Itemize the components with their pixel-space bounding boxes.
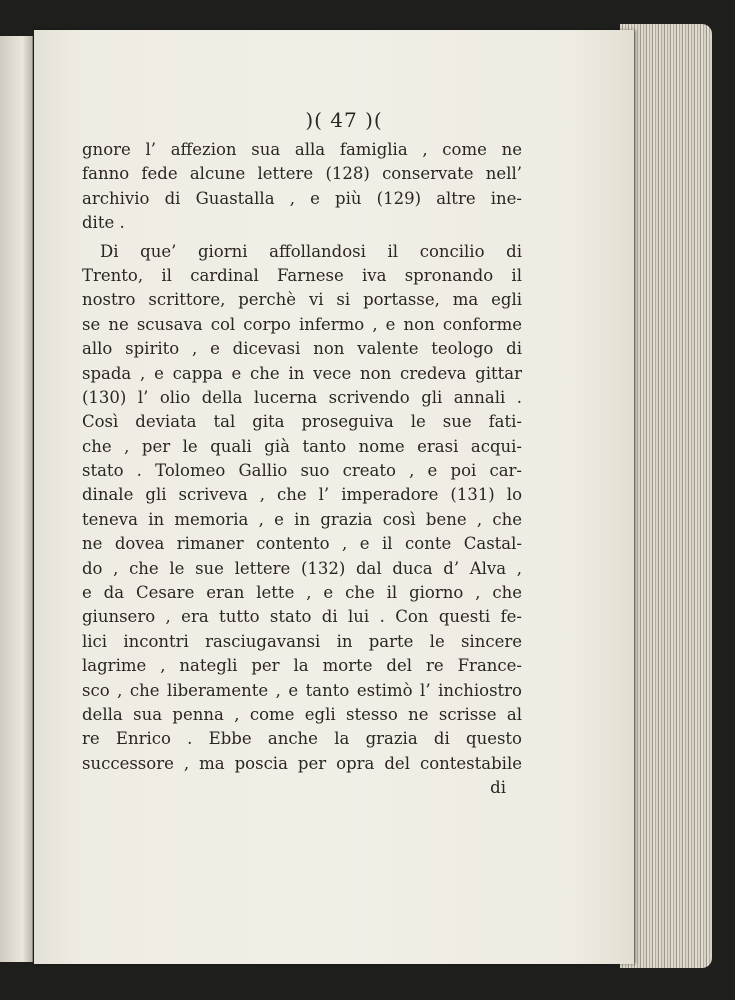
- text-line: sco , che liberamente , e tanto estimò l’ inchiostro: [82, 680, 522, 700]
- text-line: teneva in memoria , e in grazia così bene , che: [82, 509, 522, 529]
- page-text: [82, 138, 522, 801]
- text-line: nostro scrittore, perchè vi si portasse, ma egli: [82, 290, 522, 310]
- catchword: di: [490, 778, 506, 798]
- text-line: Così deviata tal gita proseguiva le sue fati-: [82, 412, 522, 432]
- text-line: re Enrico . Ebbe anche la grazia di questo: [82, 729, 522, 749]
- text-line: lagrime , nategli per la morte del re France-: [82, 656, 522, 676]
- text-line: giunsero , era tutto stato di lui . Con questi fe-: [82, 607, 522, 627]
- text-line: gnore l’ affezion sua alla famiglia , come ne: [82, 140, 522, 159]
- text-line: dinale gli scriveva , che l’ imperadore (131) lo: [82, 485, 522, 505]
- text-line: archivio di Guastalla , e più (129) altre ine-: [82, 188, 522, 208]
- text-line: della sua penna , come egli stesso ne scrisse al: [82, 704, 522, 724]
- text-line: ne dovea rimaner contento , e il conte Castal-: [82, 534, 522, 554]
- text-line: lici incontri rasciugavansi in parte le sincere: [82, 631, 522, 651]
- text-line: se ne scusava col corpo infermo , e non conforme: [82, 314, 522, 334]
- text-line: allo spirito , e dicevasi non valente teologo di: [82, 339, 522, 359]
- text-line: Di que’ giorni affollandosi il concilio di: [100, 241, 522, 261]
- text-line: che , per le quali già tanto nome erasi acqui-: [82, 436, 522, 456]
- text-line: stato . Tolomeo Gallio suo creato , e poi car-: [82, 461, 522, 481]
- text-line: Trento, il cardinal Farnese iva spronando il: [82, 265, 522, 285]
- text-line: successore , ma poscia per opra del contestabile: [82, 753, 522, 773]
- text-line: e da Cesare eran lette , e che il giorno , che: [82, 583, 522, 603]
- text-line: do , che le sue lettere (132) dal duca d’ Alva ,: [82, 558, 522, 578]
- text-line: fanno fede alcune lettere (128) conservate nell’: [82, 164, 522, 184]
- text-line: (130) l’ olio della lucerna scrivendo gli annali .: [82, 387, 522, 407]
- previous-page-edge: [0, 36, 33, 962]
- book-page: [34, 30, 634, 964]
- page-number: )( 47 )(: [305, 108, 383, 132]
- text-line: spada , e cappa e che in vece non credeva gittar: [82, 363, 522, 383]
- text-line: dite .: [82, 213, 125, 233]
